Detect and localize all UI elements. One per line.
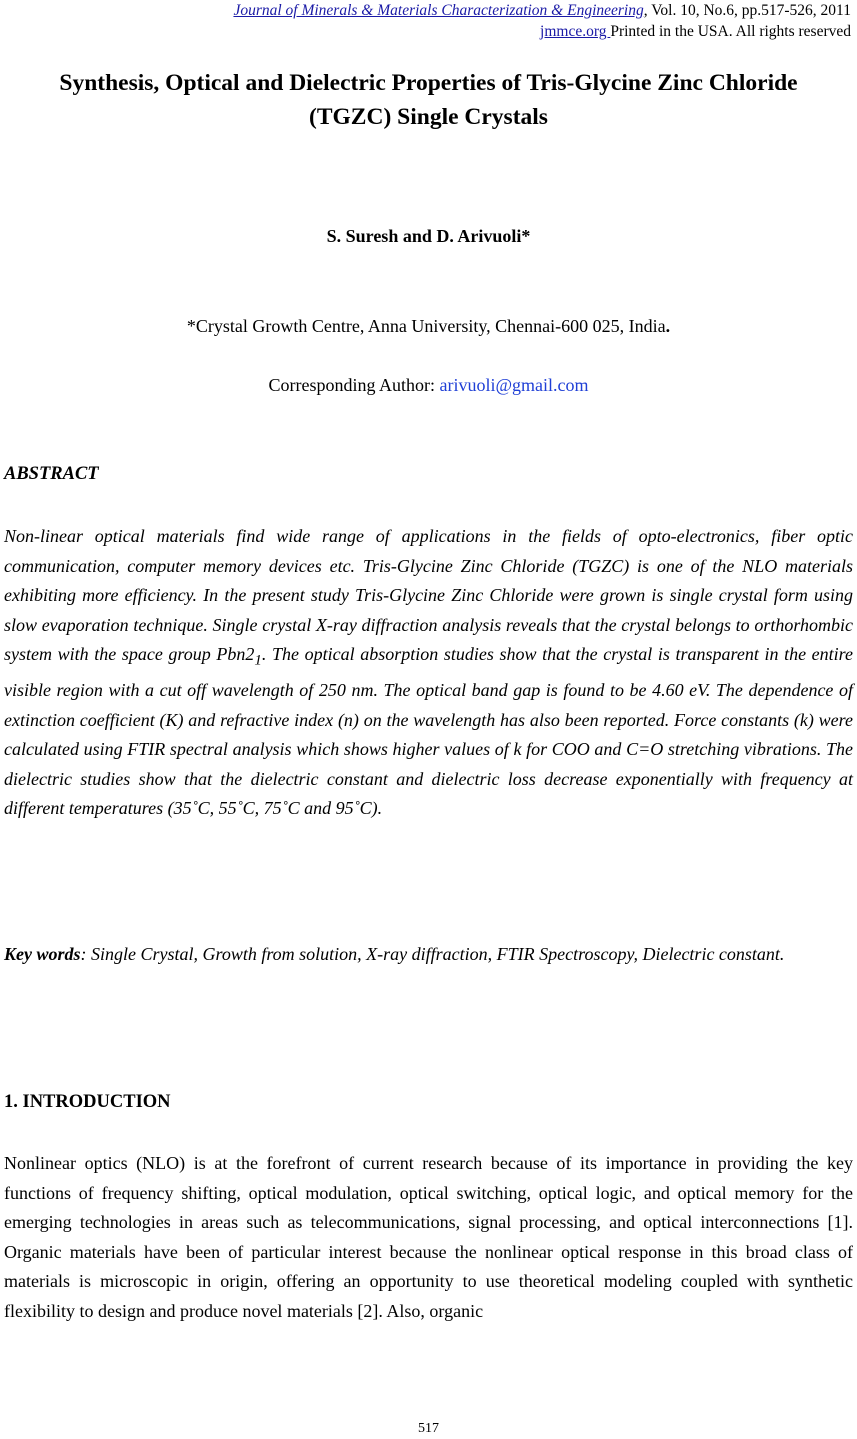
authors: S. Suresh and D. Arivuoli* <box>326 226 531 246</box>
affiliation-text: *Crystal Growth Centre, Anna University, Chennai-600 025, India <box>186 316 666 336</box>
header-line-1 <box>233 0 851 21</box>
affiliation-period: . <box>665 316 671 336</box>
corresponding-label: Corresponding Author: <box>268 375 440 395</box>
keywords-label: Key words <box>4 944 81 964</box>
site-link[interactable]: jmmce.org <box>540 23 611 40</box>
abstract-subscript: 1 <box>254 652 262 669</box>
rights-text: Printed in the USA. All rights reserved <box>610 23 851 40</box>
journal-link[interactable]: Journal of Minerals & Materials Characterization & Engineering <box>233 2 644 19</box>
abstract-heading: ABSTRACT <box>4 464 99 484</box>
keywords <box>4 940 853 970</box>
header-line-2 <box>233 21 851 42</box>
corresponding-email[interactable]: arivuoli@gmail.com <box>439 375 589 395</box>
abstract-body <box>4 522 853 824</box>
corresponding-author <box>0 375 857 396</box>
page-number: 517 <box>418 1421 439 1436</box>
keywords-text: : Single Crystal, Growth from solution, X-ray diffraction, FTIR Spectroscopy, Dielectric constant. <box>80 944 785 964</box>
abstract-text-part-2: . The optical absorption studies show that the crystal is transparent in the entire visible region with a cut off wavelength of 250 nm. The optical band gap is found to be 4.60 eV. The dependence of extinction coefficient (K) and refractive index (n) on the wavelength has also been reported. Force constants (k) were calculated using FTIR spectral analysis which shows higher values of k for COO and C=O stretching vibrations. The dielectric studies show that the dielectric constant and dielectric loss decrease exponentially with frequency at different temperatures (35˚C, 55˚C, 75˚C and 95˚C). <box>4 644 853 819</box>
paper-title <box>0 66 857 134</box>
volume-info: , Vol. 10, No.6, pp.517-526, 2011 <box>643 2 851 19</box>
title-line-1: Synthesis, Optical and Dielectric Properties of Tris-Glycine Zinc Chloride <box>59 70 798 96</box>
title-line-2: (TGZC) Single Crystals <box>309 104 548 130</box>
affiliation <box>0 316 857 337</box>
abstract-text-part-1: Non-linear optical materials find wide range of applications in the fields of opto-electronics, fiber optic communication, computer memory devices etc. Tris-Glycine Zinc Chloride (TGZC) is one of the NLO materials exhibiting more efficiency. In the present study Tris-Glycine Zinc Chloride were grown is single crystal form using slow evaporation technique. Single crystal X-ray diffraction analysis reveals that the crystal belongs to orthorhombic system with the space group Pbn2 <box>4 526 853 664</box>
introduction-body: Nonlinear optics (NLO) is at the forefront of current research because of its importance in providing the key functions of frequency shifting, optical modulation, optical switching, optical logic, and optical memory for the emerging technologies in areas such as telecommunications, signal processing, and optical interconnections [1]. Organic materials have been of particular interest because the nonlinear optical response in this broad class of materials is microscopic in origin, offering an opportunity to use theoretical modeling coupled with synthetic flexibility to design and produce novel materials [2]. Also, organic <box>4 1153 853 1321</box>
running-header <box>233 0 851 42</box>
introduction-heading: 1. INTRODUCTION <box>4 1092 171 1112</box>
